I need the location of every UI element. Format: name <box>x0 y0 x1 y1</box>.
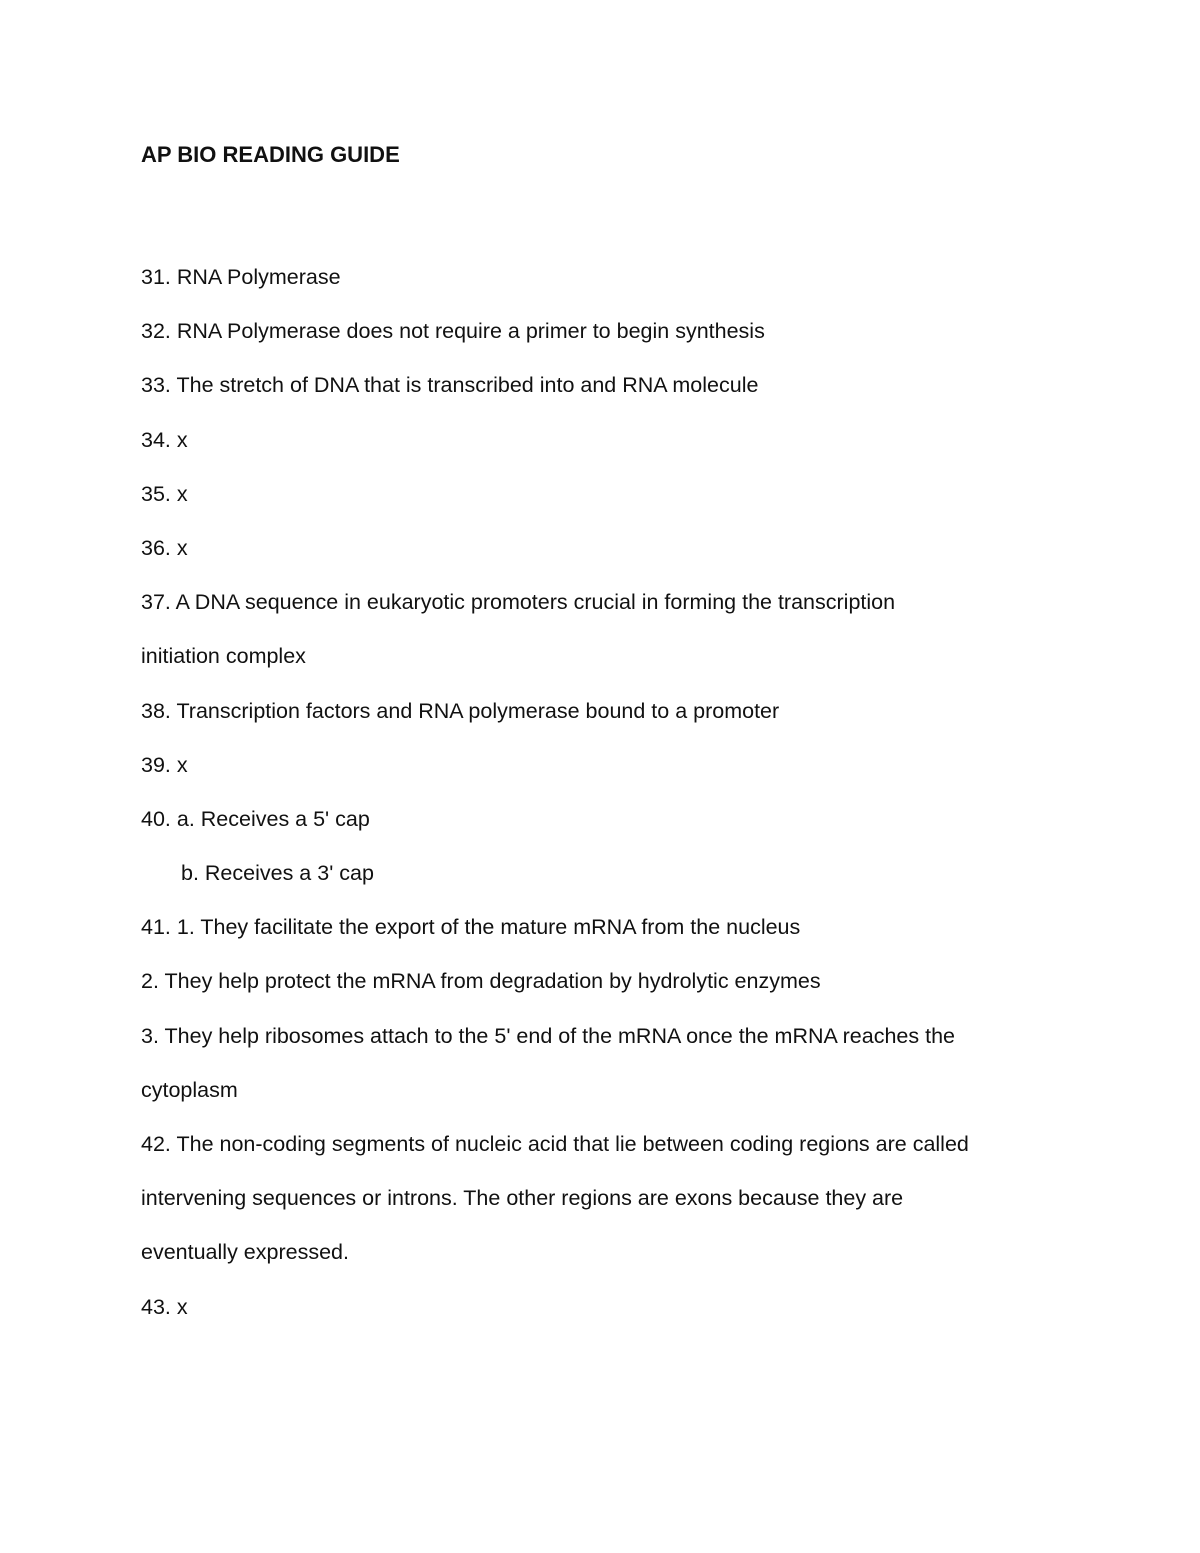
answer-34: 34. x <box>141 427 188 452</box>
answer-39: 39. x <box>141 752 188 777</box>
answer-41-3-continued: cytoplasm <box>141 1077 238 1102</box>
answer-32: 32. RNA Polymerase does not require a primer to begin synthesis <box>141 319 765 344</box>
answer-42: 42. The non-coding segments of nucleic acid that lie between coding regions are called <box>141 1132 969 1156</box>
answer-36: 36. x <box>141 535 188 560</box>
answer-37-continued: initiation complex <box>141 644 306 669</box>
answer-list <box>141 250 1141 1334</box>
answer-42-end: eventually expressed. <box>141 1240 349 1265</box>
answer-42-continued: intervening sequences or introns. The other regions are exons because they are <box>141 1186 904 1211</box>
answer-38: 38. Transcription factors and RNA polymerase bound to a promoter <box>141 698 780 723</box>
answer-37: 37. A DNA sequence in eukaryotic promoters crucial in forming the transcription <box>141 590 896 615</box>
answer-31: 31. RNA Polymerase <box>141 265 341 289</box>
document-title: AP BIO READING GUIDE <box>141 142 400 167</box>
answer-41-2: 2. They help protect the mRNA from degradation by hydrolytic enzymes <box>141 969 821 994</box>
answer-40a: 40. a. Receives a 5' cap <box>141 806 370 831</box>
answer-41-3: 3. They help ribosomes attach to the 5' end of the mRNA once the mRNA reaches the <box>141 1023 955 1048</box>
answer-33: 33. The stretch of DNA that is transcribed into and RNA molecule <box>141 373 759 398</box>
answer-35: 35. x <box>141 481 188 506</box>
answer-43: 43. x <box>141 1294 188 1319</box>
answer-41-1: 41. 1. They facilitate the export of the mature mRNA from the nucleus <box>141 915 801 940</box>
answer-40b: b. Receives a 3' cap <box>181 861 374 886</box>
